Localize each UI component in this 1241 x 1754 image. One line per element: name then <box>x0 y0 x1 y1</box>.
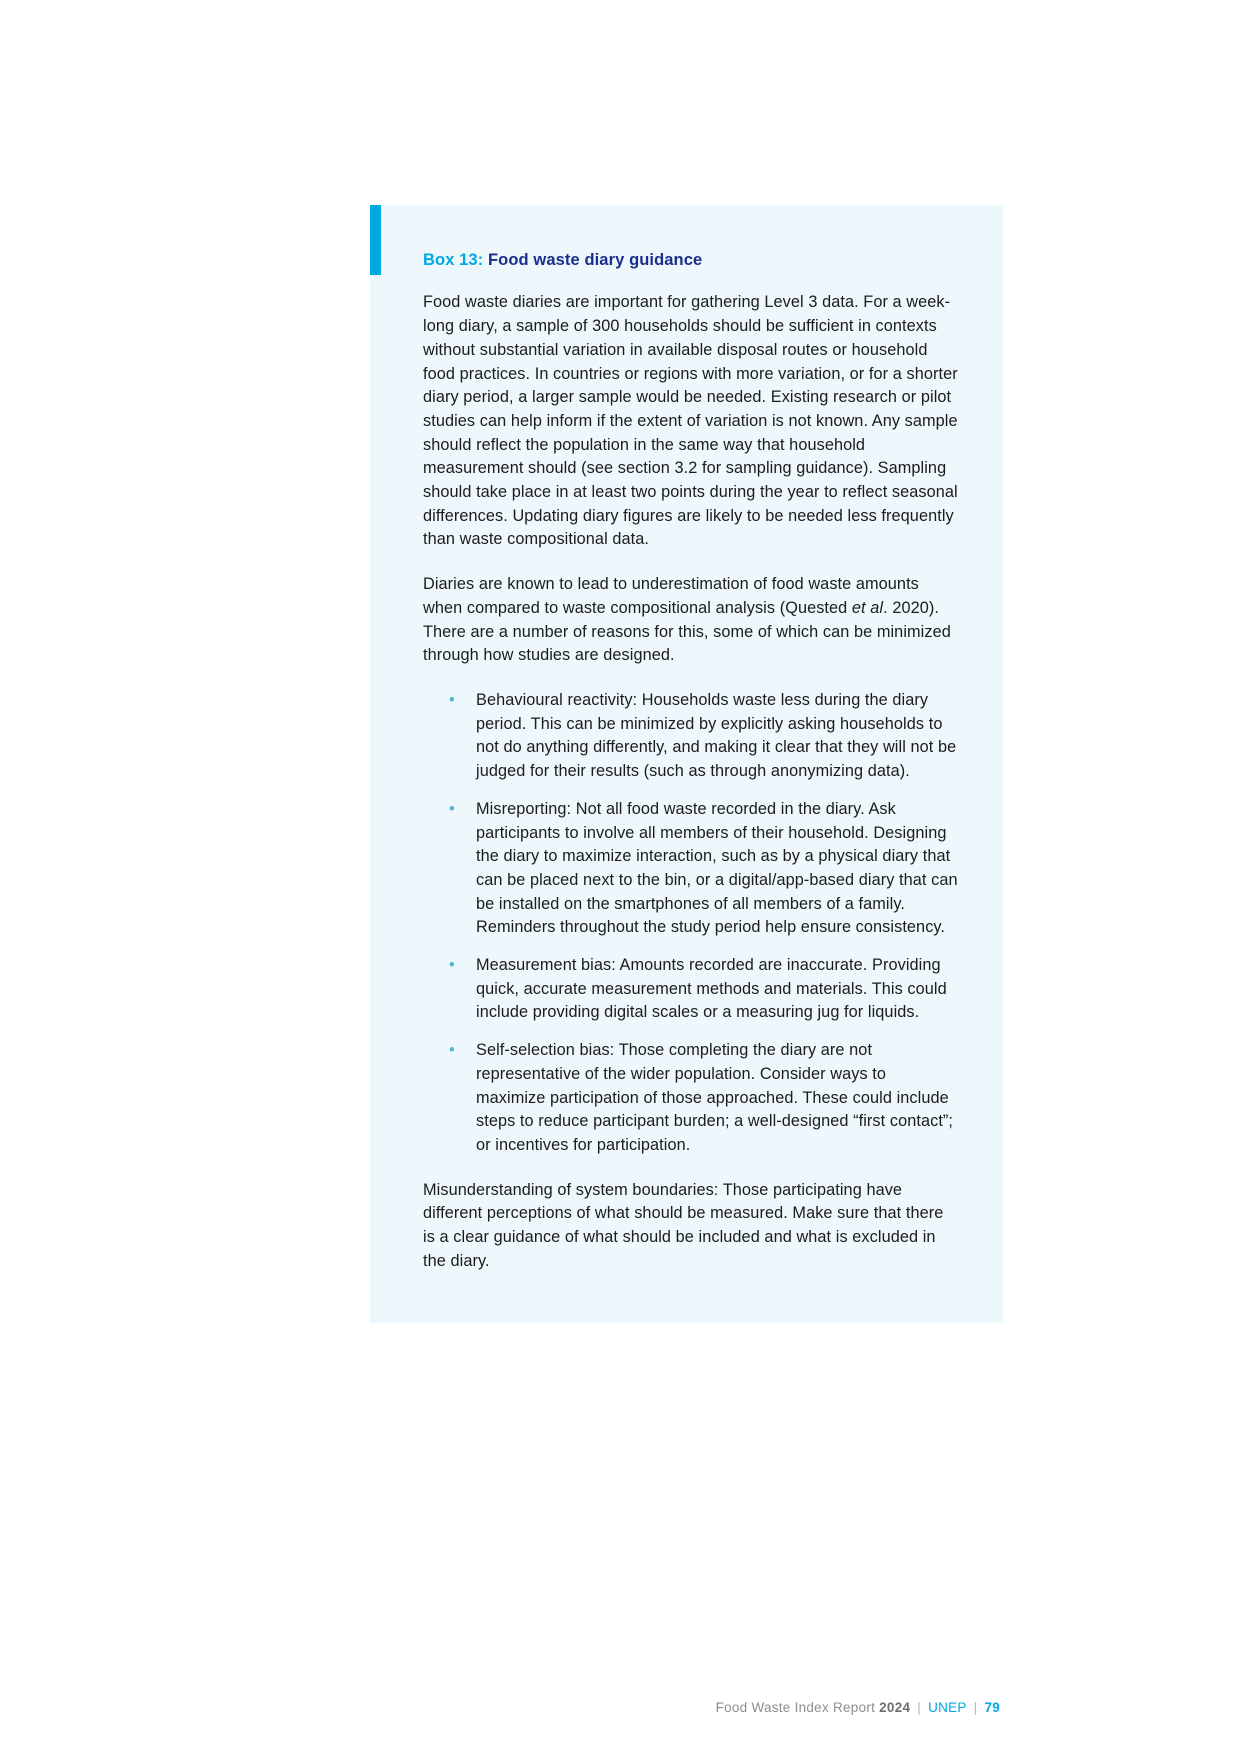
footer-year: 2024 <box>879 1700 911 1715</box>
list-item-text: Behavioural reactivity: Households waste less during the diary period. This can be minimized by explicitly asking households to not do anything differently, and making it clear that they will not be judged for their results (such as through anonymizing data). <box>476 690 957 781</box>
accent-bar <box>370 205 381 275</box>
bullet-point-icon: • <box>449 1041 455 1060</box>
bullet-point-icon: • <box>449 690 455 709</box>
paragraph-intro: Food waste diaries are important for gathering Level 3 data. For a week-long diary, a sample of 300 households should be sufficient in contexts without substantial variation in available disposal routes or household food practices. In countries or regions with more variation, or for a shorter diary period, a larger sample would be needed. Existing research or pilot studies can help inform if the extent of variation is not known. Any sample should reflect the population in the same way that household measurement should (see section 3.2 for sampling guidance). Sampling should take place in at least two points during the year to reflect seasonal differences. Updating diary figures are likely to be needed less frequently than waste compositional data. <box>423 293 958 549</box>
callout-box-13 <box>370 205 1003 1323</box>
list-item-text: Measurement bias: Amounts recorded are inaccurate. Providing quick, accurate measurement methods and materials. This could include providing digital scales or a measuring jug for liquids. <box>476 956 947 1022</box>
footer-separator-1: | <box>917 1700 922 1715</box>
list-item <box>423 954 958 1025</box>
list-item-text: Misreporting: Not all food waste recorded in the diary. Ask participants to involve all members of their household. Designing the diary to maximize interaction, such as by a physical diary that can be placed next to the bin, or a digital/app-based diary that can be installed on the smartphones of all members of a family. Reminders throughout the study period help ensure consistency. <box>476 799 958 937</box>
list-item-text: Self-selection bias: Those completing the diary are not representative of the wider population. Consider ways to maximize participation of those approached. These could include steps to reduce participant burden; a well-designed “first contact”; or incentives for participation. <box>476 1041 954 1154</box>
footer-page-number: 79 <box>984 1700 1000 1715</box>
paragraph-underestimation-post: . 2020). There are a number of reasons for this, some of which can be minimized through how studies are designed. <box>423 598 951 665</box>
callout-box-heading <box>423 250 958 271</box>
footer-separator-2: | <box>973 1700 978 1715</box>
list-item <box>423 798 958 940</box>
paragraph-underestimation <box>423 573 958 668</box>
bullet-point-icon: • <box>449 799 455 818</box>
bullet-point-icon: • <box>449 956 455 975</box>
paragraph-underestimation-pre: Diaries are known to lead to underestimation of food waste amounts when compared to waste compositional analysis (Quested <box>423 575 919 617</box>
callout-box-content <box>370 205 1003 1323</box>
paragraph-closing: Misunderstanding of system boundaries: Those participating have different perceptions of what should be measured. Make sure that there is a clear guidance of what should be included and what is excluded in the diary. <box>423 1180 944 1270</box>
footer-organization: UNEP <box>928 1700 967 1715</box>
bias-list <box>423 689 958 1158</box>
page-footer <box>0 1700 1241 1715</box>
footer-report-name: Food Waste Index Report <box>715 1700 880 1715</box>
list-item <box>423 1039 958 1158</box>
box-title-text: Food waste diary guidance <box>488 251 703 269</box>
list-item <box>423 689 958 784</box>
box-number-label: Box 13: <box>423 251 484 269</box>
citation-et-al: et al <box>851 598 884 617</box>
